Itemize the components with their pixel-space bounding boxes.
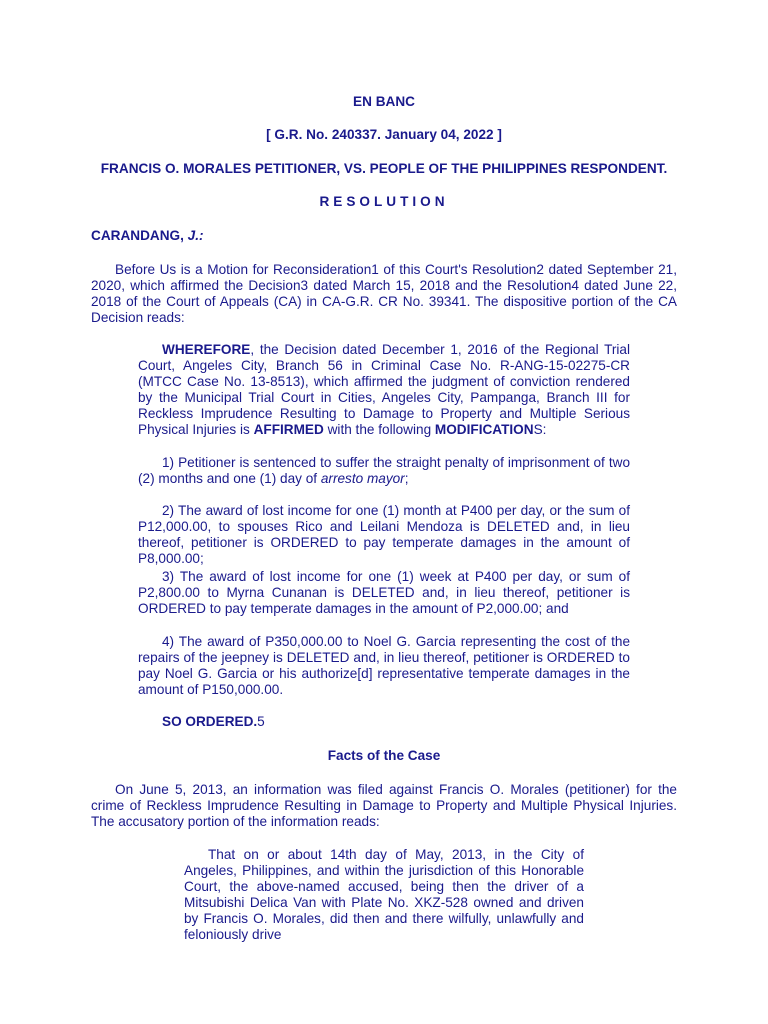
modification-item-2: 2) The award of lost income for one (1) month at P400 per day, or the sum of P12,000.00, to spouses Rico and Leilani Mendoza is DELETED and, in lieu thereof, petitioner is ORDERED to pay temperate damages in the amount of P8,000.00; xyxy=(138,503,630,566)
document-type: RESOLUTION xyxy=(319,194,449,209)
modifications-label: MODIFICATION xyxy=(434,422,534,437)
item1-text: 1) Petitioner is sentenced to suffer the straight penalty of imprisonment of two (2) months and one (1) day of xyxy=(138,455,630,486)
wherefore-label: WHEREFORE xyxy=(162,342,251,357)
facts-paragraph: On June 5, 2013, an information was filed against Francis O. Morales (petitioner) for the crime of Reckless Imprudence Resulting in Damage to Property and Multiple Physical Injuries. The accusatory portion of the information reads: xyxy=(91,782,677,829)
affirmed-label: AFFIRMED xyxy=(253,422,324,437)
ponente xyxy=(91,228,204,244)
so-ordered xyxy=(162,714,265,730)
modification-item-4: 4) The award of P350,000.00 to Noel G. Garcia representing the cost of the repairs of the jeepney is DELETED and, in lieu thereof, petitioner is ORDERED to pay Noel G. Garcia or his authorize[d] representative temperate damages in the amount of P150,000.00. xyxy=(138,634,630,697)
court-division: EN BANC xyxy=(353,94,415,109)
intro-paragraph: Before Us is a Motion for Reconsideration1 of this Court's Resolution2 dated September 21, 2020, which affirmed the Decision3 dated March 15, 2018 and the Resolution4 dated June 22, 2018 of the Court of Appeals (CA) in CA-G.R. CR No. 39341. The dispositive portion of the CA Decision reads: xyxy=(91,262,677,325)
quote-with: with the following xyxy=(323,422,435,437)
quote-body: , the Decision dated December 1, 2016 of the Regional Trial Court, Angeles City, Branch 56 in Criminal Case No. R-ANG-15-02275-CR (MTCC Case No. 13-8513), which affirmed the judgment of conviction rendered by the Municipal Trial Court in Cities, Angeles City, Pampanga, Branch III for Reckless Imprudence Resulting to Damage to Property and Multiple Serious Physical Injuries is xyxy=(138,342,630,437)
ponente-title: J.: xyxy=(187,228,204,243)
modification-item-3: 3) The award of lost income for one (1) week at P400 per day, or sum of P2,800.00 to Myrna Cunanan is DELETED and, in lieu thereof, petitioner is ORDERED to pay temperate damages in the amount of P2,000.00; and xyxy=(138,569,630,616)
item1-italic: arresto mayor xyxy=(320,471,405,486)
facts-heading: Facts of the Case xyxy=(327,748,441,763)
ponente-name: CARANDANG, xyxy=(91,228,184,243)
so-ordered-label: SO ORDERED. xyxy=(162,714,258,729)
modification-item-1 xyxy=(138,455,630,487)
so-ordered-footnote: 5 xyxy=(257,714,265,729)
case-title: FRANCIS O. MORALES PETITIONER, VS. PEOPLE OF THE PHILIPPINES RESPONDENT. xyxy=(100,161,668,176)
case-reference: [ G.R. No. 240337. January 04, 2022 ] xyxy=(266,127,502,142)
quote-tail: S: xyxy=(533,422,547,437)
information-quote: That on or about 14th day of May, 2013, in the City of Angeles, Philippines, and within the jurisdiction of this Honorable Court, the above-named accused, being then the driver of a Mitsubishi Delica Van with Plate No. XKZ-528 owned and driven by Francis O. Morales, did then and there wilfully, unlawfully and feloniously drive xyxy=(184,847,584,942)
item1-end: ; xyxy=(404,471,409,486)
dispositive-quote xyxy=(138,342,630,438)
